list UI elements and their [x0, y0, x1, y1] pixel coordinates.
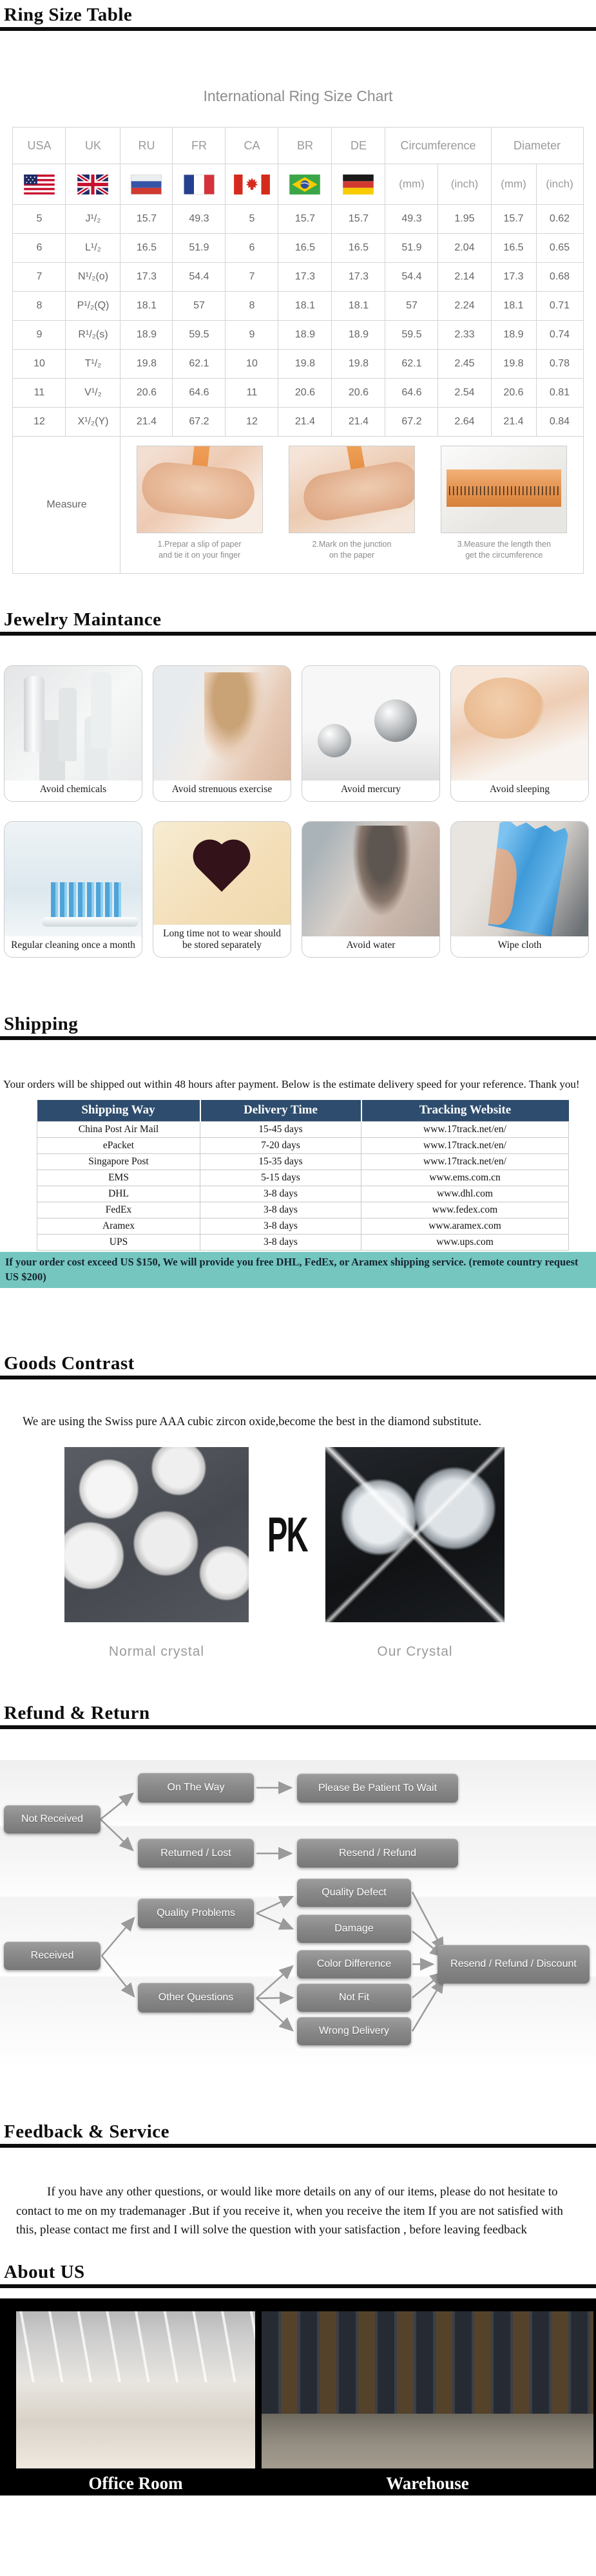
- flow-damage: Damage: [297, 1915, 411, 1943]
- ring-size-cell: 16.5: [278, 234, 332, 263]
- our-crystal-photo: [325, 1447, 505, 1622]
- chemicals-art: [24, 676, 44, 752]
- shipping-cell: 15-45 days: [200, 1121, 361, 1137]
- flow-quality-problems: Quality Problems: [138, 1899, 254, 1928]
- goods-contrast-section-title: Goods Contrast: [4, 1353, 135, 1374]
- warehouse-label: Warehouse: [386, 2474, 469, 2494]
- ring-size-cell: 10: [226, 350, 278, 379]
- flow-not-fit: Not Fit: [297, 1984, 411, 2012]
- ring-size-cell: 2.24: [438, 292, 491, 321]
- ring-size-cell: 57: [385, 292, 438, 321]
- maintenance-card: [450, 821, 589, 958]
- shipping-cell: www.ups.com: [361, 1234, 569, 1250]
- ca-flag-cell: [226, 164, 278, 205]
- measure-label: Measure: [13, 437, 120, 574]
- maintenance-caption: Wipe cloth: [497, 940, 542, 951]
- shipping-row: [37, 1137, 569, 1153]
- cloth-photo: [451, 822, 588, 936]
- ring-size-cell: 8: [13, 292, 66, 321]
- shipping-section-title: Shipping: [4, 1014, 79, 1034]
- ring-header-row: [13, 128, 583, 164]
- shipping-intro: Your orders will be shipped out within 48 hours after payment. Below is the estimate delivery speed for your reference. Thank you!: [3, 1078, 580, 1090]
- flow-on-the-way: On The Way: [138, 1773, 254, 1803]
- ring-size-cell: 18.1: [120, 292, 173, 321]
- cleaning-art: [51, 882, 123, 917]
- ring-size-cell: 0.65: [536, 234, 583, 263]
- col-fr: FR: [173, 128, 226, 164]
- storage-art: [198, 844, 245, 892]
- shipping-cell: 15-35 days: [200, 1153, 361, 1170]
- flow-please-wait: Please Be Patient To Wait: [297, 1774, 458, 1803]
- ring-size-cell: 7: [226, 263, 278, 292]
- mark-junction-art: [346, 446, 370, 500]
- flow-resend-refund-discount: Resend / Refund / Discount: [437, 1945, 590, 1984]
- shipping-row: [37, 1121, 569, 1137]
- col-circumference: Circumference: [385, 128, 491, 164]
- maintenance-card: [4, 821, 142, 958]
- measure-step-3-caption: 3.Measure the length then: [457, 540, 551, 549]
- br-flag-cell: [278, 164, 332, 205]
- ring-size-cell: 59.5: [173, 321, 226, 350]
- ring-size-cell: 16.5: [332, 234, 385, 263]
- feedback-section: [0, 2117, 596, 2239]
- feedback-section-title: Feedback & Service: [4, 2121, 170, 2143]
- ring-size-cell: 64.6: [385, 379, 438, 408]
- measure-row: [13, 437, 583, 574]
- ring-size-cell: 0.78: [536, 350, 583, 379]
- circumference-inch-label: (inch): [438, 164, 491, 205]
- ring-size-cell: 5: [226, 205, 278, 234]
- ring-size-row: [13, 350, 583, 379]
- ring-size-cell: 19.8: [332, 350, 385, 379]
- mercury-art: [318, 724, 351, 757]
- ring-size-cell: 18.9: [278, 321, 332, 350]
- ring-size-cell: 19.8: [491, 350, 536, 379]
- shipping-cell: UPS: [37, 1234, 200, 1250]
- shipping-row: [37, 1153, 569, 1170]
- col-diameter: Diameter: [491, 128, 583, 164]
- ring-size-cell: 12: [226, 408, 278, 437]
- storage-photo: [153, 822, 291, 925]
- ring-size-row: [13, 263, 583, 292]
- shipping-cell: www.fedex.com: [361, 1202, 569, 1218]
- about-panel: [0, 2298, 596, 2496]
- de-flag-cell: [332, 164, 385, 205]
- ring-size-row: [13, 408, 583, 437]
- ring-size-cell: 10: [13, 350, 66, 379]
- ring-size-cell: 18.1: [278, 292, 332, 321]
- ring-size-cell: 0.74: [536, 321, 583, 350]
- paper-strip-photo: [137, 446, 263, 533]
- shipping-cell: 3-8 days: [200, 1202, 361, 1218]
- our-crystal-caption: Our Crystal: [377, 1644, 453, 1660]
- ring-size-cell: 64.6: [173, 379, 226, 408]
- ring-size-cell: 0.68: [536, 263, 583, 292]
- ring-size-cell: 21.4: [491, 408, 536, 437]
- maintenance-row-1: [4, 665, 592, 802]
- col-br: BR: [278, 128, 332, 164]
- shipping-cell: www.aramex.com: [361, 1218, 569, 1234]
- ring-size-cell: V¹/₂: [66, 379, 120, 408]
- ring-size-cell: 0.81: [536, 379, 583, 408]
- ring-size-cell: 17.3: [491, 263, 536, 292]
- ring-size-cell: 20.6: [332, 379, 385, 408]
- ring-size-cell: 12: [13, 408, 66, 437]
- flow-wrong-delivery: Wrong Delivery: [297, 2017, 411, 2045]
- br-flag-icon: [289, 175, 320, 194]
- ring-size-cell: J¹/₂: [66, 205, 120, 234]
- ring-size-cell: 2.04: [438, 234, 491, 263]
- ring-size-cell: 21.4: [332, 408, 385, 437]
- office-room-label: Office Room: [88, 2474, 183, 2494]
- section-rule: [0, 632, 596, 636]
- circumference-mm-label: (mm): [385, 164, 438, 205]
- ruler-art: [447, 469, 561, 507]
- ring-size-cell: 19.8: [278, 350, 332, 379]
- section-rule: [0, 2284, 596, 2288]
- ring-size-row: [13, 292, 583, 321]
- ring-size-cell: T¹/₂: [66, 350, 120, 379]
- ring-size-cell: X¹/₂(Y): [66, 408, 120, 437]
- col-ru: RU: [120, 128, 173, 164]
- flow-other-questions: Other Questions: [138, 1983, 254, 2012]
- maintenance-card: [302, 665, 440, 802]
- ring-size-cell: 11: [226, 379, 278, 408]
- ring-size-cell: 5: [13, 205, 66, 234]
- office-room-photo: [16, 2311, 255, 2468]
- col-usa: USA: [13, 128, 66, 164]
- shipping-row: [37, 1202, 569, 1218]
- about-section: [0, 2257, 596, 2496]
- ring-size-cell: 54.4: [385, 263, 438, 292]
- ring-size-cell: 11: [13, 379, 66, 408]
- ring-size-cell: 49.3: [385, 205, 438, 234]
- uk-flag-cell: [66, 164, 120, 205]
- shipping-cell: 7-20 days: [200, 1137, 361, 1153]
- us-flag-icon: [24, 175, 55, 194]
- maintenance-caption: Long time not to wear should be stored separately: [163, 928, 281, 951]
- paper-strip-art: [188, 446, 209, 504]
- feedback-body-text: If you have any other questions, or would like more details on any of our items, please do not hesitate to contact to me on my trademanager .But if you receive it, when you receive the item If you are not satisfied with this, please contact me first and I will solve the question with your satisfaction , before leaving feedback: [16, 2185, 563, 2237]
- ring-size-cell: 57: [173, 292, 226, 321]
- ru-flag-cell: [120, 164, 173, 205]
- ring-size-cell: 18.1: [491, 292, 536, 321]
- ring-size-cell: 54.4: [173, 263, 226, 292]
- mark-junction-photo: [289, 446, 415, 533]
- ring-size-cell: 15.7: [332, 205, 385, 234]
- section-rule: [0, 1725, 596, 1729]
- fr-flag-cell: [173, 164, 226, 205]
- ring-size-cell: 7: [13, 263, 66, 292]
- ring-size-row: [13, 379, 583, 408]
- ring-size-cell: 18.9: [491, 321, 536, 350]
- col-shipping-way: Shipping Way: [37, 1100, 200, 1122]
- shipping-cell: EMS: [37, 1170, 200, 1186]
- us-flag-cell: [13, 164, 66, 205]
- ring-size-cell: 1.95: [438, 205, 491, 234]
- section-rule: [0, 2144, 596, 2148]
- ring-size-cell: 16.5: [120, 234, 173, 263]
- col-de: DE: [332, 128, 385, 164]
- ring-size-cell: 20.6: [120, 379, 173, 408]
- flow-not-received: Not Received: [4, 1805, 101, 1833]
- ring-size-cell: 18.9: [332, 321, 385, 350]
- ring-flag-row: [13, 164, 583, 205]
- measure-step-3: 3.Measure the length then get the circumference: [441, 446, 567, 561]
- free-shipping-note: If your order cost exceed US $150, We will provide you free DHL, FedEx, or Aramex shipping service. (remote country request US $200): [0, 1252, 596, 1288]
- warehouse-photo: [262, 2311, 593, 2468]
- shipping-header-row: [37, 1100, 569, 1122]
- goods-description: We are using the Swiss pure AAA cubic zircon oxide,become the best in the diamond substitute.: [23, 1416, 482, 1429]
- ring-size-cell: 6: [226, 234, 278, 263]
- exercise-photo: [153, 666, 291, 781]
- ring-size-cell: 51.9: [385, 234, 438, 263]
- mercury-photo: [302, 666, 439, 781]
- flow-received: Received: [4, 1942, 101, 1970]
- ring-size-cell: 0.62: [536, 205, 583, 234]
- shipping-cell: China Post Air Mail: [37, 1121, 200, 1137]
- ring-size-cell: 15.7: [491, 205, 536, 234]
- shipping-cell: www.17track.net/en/: [361, 1153, 569, 1170]
- ring-size-cell: L¹/₂: [66, 234, 120, 263]
- ru-flag-icon: [131, 175, 162, 194]
- measure-steps: [120, 437, 582, 561]
- uk-flag-icon: [77, 175, 108, 194]
- de-flag-icon: [343, 175, 374, 194]
- ruler-photo: [441, 446, 567, 533]
- ring-size-cell: 9: [226, 321, 278, 350]
- ring-size-cell: 18.9: [120, 321, 173, 350]
- ring-size-cell: 6: [13, 234, 66, 263]
- ring-size-row: [13, 234, 583, 263]
- maintenance-section: [0, 605, 596, 958]
- shipping-cell: Singapore Post: [37, 1153, 200, 1170]
- maintenance-row-2: [4, 821, 592, 958]
- shipping-section: [0, 1009, 596, 1288]
- ring-size-cell: 67.2: [385, 408, 438, 437]
- ring-size-cell: 67.2: [173, 408, 226, 437]
- normal-crystal-photo: [64, 1447, 249, 1622]
- col-ca: CA: [226, 128, 278, 164]
- maintenance-caption: Avoid strenuous exercise: [171, 784, 273, 795]
- shipping-cell: 5-15 days: [200, 1170, 361, 1186]
- about-section-title: About US: [4, 2262, 85, 2283]
- ring-size-cell: 15.7: [278, 205, 332, 234]
- col-uk: UK: [66, 128, 120, 164]
- maintenance-card: [4, 665, 142, 802]
- maintenance-caption: Avoid sleeping: [489, 784, 550, 795]
- shipping-row: [37, 1218, 569, 1234]
- ring-size-section-title: Ring Size Table: [4, 5, 133, 25]
- shipping-cell: DHL: [37, 1186, 200, 1202]
- cloth-art: [485, 822, 570, 936]
- normal-crystal-caption: Normal crystal: [108, 1644, 205, 1660]
- measure-step-2-caption: 2.Mark on the junction: [312, 540, 392, 549]
- ring-size-cell: 0.84: [536, 408, 583, 437]
- ring-size-table: [12, 127, 583, 574]
- ring-size-section: [0, 0, 596, 574]
- shipping-cell: FedEx: [37, 1202, 200, 1218]
- shipping-cell: 3-8 days: [200, 1218, 361, 1234]
- ring-size-row: [13, 205, 583, 234]
- shipping-cell: 3-8 days: [200, 1186, 361, 1202]
- maintenance-section-title: Jewelry Maintance: [4, 609, 162, 630]
- shipping-cell: ePacket: [37, 1137, 200, 1153]
- maintenance-card: [302, 821, 440, 958]
- col-delivery-time: Delivery Time: [200, 1100, 361, 1122]
- ring-size-cell: 8: [226, 292, 278, 321]
- ring-size-cell: 21.4: [278, 408, 332, 437]
- section-rule: [0, 1036, 596, 1040]
- sleeping-photo: [451, 666, 588, 781]
- maintenance-card: [450, 665, 589, 802]
- ring-size-cell: 2.45: [438, 350, 491, 379]
- ring-size-cell: N¹/₂(o): [66, 263, 120, 292]
- chemicals-photo: [5, 666, 142, 781]
- refund-flowchart: [0, 1760, 596, 2063]
- section-rule: [0, 27, 596, 31]
- shipping-table: [37, 1100, 569, 1251]
- shipping-cell: www.17track.net/en/: [361, 1137, 569, 1153]
- ring-size-cell: 9: [13, 321, 66, 350]
- ring-size-cell: 21.4: [120, 408, 173, 437]
- diameter-inch-label: (inch): [536, 164, 583, 205]
- ring-size-cell: 59.5: [385, 321, 438, 350]
- crystal-comparison: [64, 1447, 596, 1622]
- fr-flag-icon: [184, 175, 215, 194]
- measure-step-2: 2.Mark on the junction on the paper: [289, 446, 415, 561]
- ring-size-cell: 62.1: [385, 350, 438, 379]
- maintenance-card: [153, 821, 291, 958]
- maintenance-caption: Avoid chemicals: [39, 784, 107, 795]
- flow-returned-lost: Returned / Lost: [138, 1839, 254, 1868]
- measure-step-1-caption: 1.Prepar a slip of paper: [157, 540, 242, 549]
- shipping-cell: www.dhl.com: [361, 1186, 569, 1202]
- col-tracking-website: Tracking Website: [361, 1100, 569, 1122]
- ring-size-cell: 20.6: [278, 379, 332, 408]
- flow-color-difference: Color Difference: [297, 1950, 411, 1978]
- ring-size-cell: 17.3: [332, 263, 385, 292]
- shipping-row: [37, 1170, 569, 1186]
- ring-size-tbody: [13, 205, 583, 437]
- water-art: [351, 826, 412, 919]
- ring-size-cell: 15.7: [120, 205, 173, 234]
- ring-size-cell: R¹/₂(s): [66, 321, 120, 350]
- shipping-row: [37, 1234, 569, 1250]
- shipping-cell: www.17track.net/en/: [361, 1121, 569, 1137]
- shipping-cell: www.ems.com.cn: [361, 1170, 569, 1186]
- ring-size-cell: 2.64: [438, 408, 491, 437]
- ring-size-cell: P¹/₂(Q): [66, 292, 120, 321]
- ring-size-cell: 49.3: [173, 205, 226, 234]
- ring-size-cell: 17.3: [278, 263, 332, 292]
- ring-size-cell: 51.9: [173, 234, 226, 263]
- shipping-row: [37, 1186, 569, 1202]
- sleeping-art: [464, 677, 544, 739]
- goods-contrast-section: [0, 1349, 596, 1660]
- maintenance-card: [153, 665, 291, 802]
- cleaning-photo: [5, 822, 142, 936]
- flow-resend-refund: Resend / Refund: [297, 1839, 458, 1868]
- ring-size-cell: 18.1: [332, 292, 385, 321]
- exercise-art: [204, 672, 269, 769]
- section-rule: [0, 1376, 596, 1379]
- refund-section-title: Refund & Return: [4, 1703, 150, 1724]
- water-photo: [302, 822, 439, 936]
- ca-flag-icon: [234, 175, 270, 194]
- ring-size-cell: 0.71: [536, 292, 583, 321]
- measure-step-1: 1.Prepar a slip of paper and tie it on your finger: [137, 446, 263, 561]
- ring-chart-title: International Ring Size Chart: [203, 88, 393, 104]
- diameter-mm-label: (mm): [491, 164, 536, 205]
- ring-size-cell: 2.54: [438, 379, 491, 408]
- shipping-cell: 3-8 days: [200, 1234, 361, 1250]
- ring-size-cell: 19.8: [120, 350, 173, 379]
- shipping-cell: Aramex: [37, 1218, 200, 1234]
- flow-quality-defect: Quality Defect: [297, 1879, 411, 1907]
- pk-versus-label: PK: [267, 1507, 307, 1562]
- ring-size-cell: 17.3: [120, 263, 173, 292]
- maintenance-caption: Regular cleaning once a month: [11, 940, 135, 951]
- maintenance-caption: Avoid mercury: [340, 784, 401, 795]
- shipping-tbody: [37, 1121, 569, 1250]
- ring-size-cell: 2.14: [438, 263, 491, 292]
- maintenance-caption: Avoid water: [346, 940, 396, 951]
- ring-size-cell: 2.33: [438, 321, 491, 350]
- ring-size-cell: 16.5: [491, 234, 536, 263]
- refund-section: [0, 1698, 596, 2063]
- ring-size-cell: 62.1: [173, 350, 226, 379]
- ring-size-cell: 20.6: [491, 379, 536, 408]
- ring-size-row: [13, 321, 583, 350]
